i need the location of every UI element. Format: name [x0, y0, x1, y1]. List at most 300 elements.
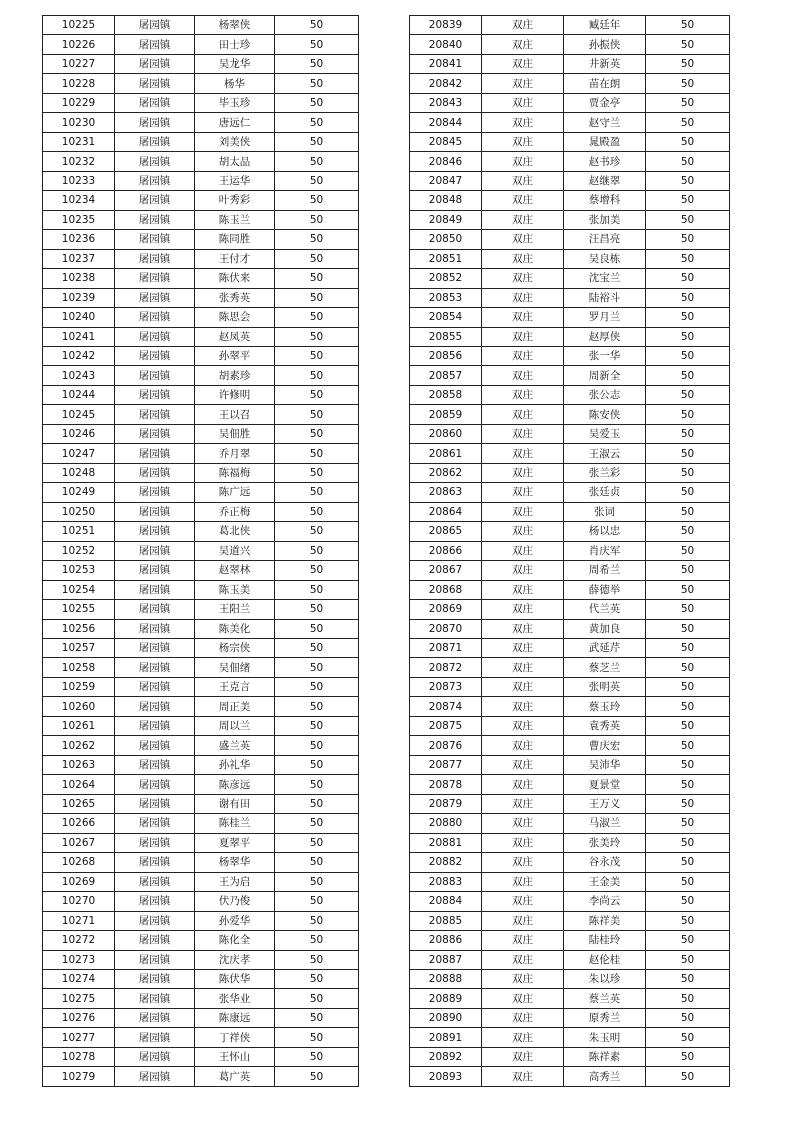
- name-cell: 王运华: [195, 171, 275, 190]
- table-row: [43, 16, 359, 35]
- id-cell: 20857: [410, 366, 482, 385]
- town-cell: 屠园镇: [115, 269, 195, 288]
- id-cell: 10276: [43, 1008, 115, 1027]
- town-cell: 双庄: [482, 853, 564, 872]
- amount-cell: 50: [275, 969, 359, 988]
- table-row: [410, 736, 730, 755]
- id-cell: 20883: [410, 872, 482, 891]
- id-cell: 20873: [410, 677, 482, 696]
- id-cell: 20861: [410, 444, 482, 463]
- name-cell: 王万义: [564, 794, 646, 813]
- town-cell: 双庄: [482, 580, 564, 599]
- name-cell: 夏景堂: [564, 775, 646, 794]
- town-cell: 屠园镇: [115, 113, 195, 132]
- town-cell: 双庄: [482, 405, 564, 424]
- amount-cell: 50: [646, 677, 730, 696]
- name-cell: 张美玲: [564, 833, 646, 852]
- table-row: [43, 814, 359, 833]
- id-cell: 10256: [43, 619, 115, 638]
- table-row: [410, 113, 730, 132]
- name-cell: 蔡玉玲: [564, 697, 646, 716]
- table-row: [43, 716, 359, 735]
- name-cell: 周以兰: [195, 716, 275, 735]
- table-row: [410, 833, 730, 852]
- amount-cell: 50: [275, 580, 359, 599]
- amount-cell: 50: [646, 619, 730, 638]
- name-cell: 赵继翠: [564, 171, 646, 190]
- table-row: [43, 697, 359, 716]
- name-cell: 张词: [564, 502, 646, 521]
- table-row: [410, 249, 730, 268]
- name-cell: 杨以忠: [564, 522, 646, 541]
- name-cell: 陈同胜: [195, 230, 275, 249]
- amount-cell: 50: [275, 152, 359, 171]
- table-row: [43, 269, 359, 288]
- id-cell: 20890: [410, 1008, 482, 1027]
- town-cell: 屠园镇: [115, 716, 195, 735]
- table-row: [43, 249, 359, 268]
- name-cell: 黄加良: [564, 619, 646, 638]
- town-cell: 双庄: [482, 794, 564, 813]
- amount-cell: 50: [646, 366, 730, 385]
- table-row: [43, 113, 359, 132]
- table-row: [410, 561, 730, 580]
- town-cell: 屠园镇: [115, 424, 195, 443]
- table-row: [410, 1028, 730, 1047]
- amount-cell: 50: [275, 93, 359, 112]
- town-cell: 双庄: [482, 424, 564, 443]
- id-cell: 20888: [410, 969, 482, 988]
- table-row: [43, 561, 359, 580]
- name-cell: 赵翠林: [195, 561, 275, 580]
- amount-cell: 50: [275, 561, 359, 580]
- name-cell: 吴佃胜: [195, 424, 275, 443]
- amount-cell: 50: [275, 502, 359, 521]
- table-row: [43, 775, 359, 794]
- amount-cell: 50: [646, 775, 730, 794]
- town-cell: 双庄: [482, 346, 564, 365]
- id-cell: 20842: [410, 74, 482, 93]
- name-cell: 陈康远: [195, 1008, 275, 1027]
- table-row: [410, 600, 730, 619]
- amount-cell: 50: [646, 736, 730, 755]
- name-cell: 赵凤英: [195, 327, 275, 346]
- table-row: [43, 969, 359, 988]
- name-cell: 胡素珍: [195, 366, 275, 385]
- table-row: [410, 502, 730, 521]
- town-cell: 双庄: [482, 171, 564, 190]
- town-cell: 双庄: [482, 677, 564, 696]
- table-row: [43, 911, 359, 930]
- name-cell: 张一华: [564, 346, 646, 365]
- id-cell: 10245: [43, 405, 115, 424]
- table-row: [43, 541, 359, 560]
- id-cell: 10247: [43, 444, 115, 463]
- table-row: [410, 892, 730, 911]
- table-row: [43, 74, 359, 93]
- id-cell: 10258: [43, 658, 115, 677]
- id-cell: 10270: [43, 892, 115, 911]
- id-cell: 10251: [43, 522, 115, 541]
- table-row: [410, 210, 730, 229]
- name-cell: 井新英: [564, 54, 646, 73]
- table-row: [43, 463, 359, 482]
- id-cell: 10259: [43, 677, 115, 696]
- table-row: [410, 171, 730, 190]
- name-cell: 张廷贞: [564, 483, 646, 502]
- amount-cell: 50: [646, 502, 730, 521]
- town-cell: 双庄: [482, 35, 564, 54]
- name-cell: 王以召: [195, 405, 275, 424]
- name-cell: 蔡兰英: [564, 989, 646, 1008]
- table-row: [43, 366, 359, 385]
- town-cell: 屠园镇: [115, 54, 195, 73]
- table-row: [410, 522, 730, 541]
- id-cell: 20892: [410, 1047, 482, 1066]
- town-cell: 屠园镇: [115, 327, 195, 346]
- id-cell: 20875: [410, 716, 482, 735]
- town-cell: 双庄: [482, 132, 564, 151]
- table-row: [43, 1028, 359, 1047]
- table-row: [410, 911, 730, 930]
- town-cell: 屠园镇: [115, 366, 195, 385]
- id-cell: 20856: [410, 346, 482, 365]
- table-row: [43, 658, 359, 677]
- town-cell: 屠园镇: [115, 288, 195, 307]
- name-cell: 张加美: [564, 210, 646, 229]
- amount-cell: 50: [275, 483, 359, 502]
- id-cell: 10225: [43, 16, 115, 35]
- table-row: [43, 308, 359, 327]
- table-row: [43, 385, 359, 404]
- amount-cell: 50: [646, 249, 730, 268]
- name-cell: 陈彦远: [195, 775, 275, 794]
- id-cell: 10268: [43, 853, 115, 872]
- table-row: [43, 171, 359, 190]
- id-cell: 10244: [43, 385, 115, 404]
- id-cell: 10269: [43, 872, 115, 891]
- town-cell: 屠园镇: [115, 132, 195, 151]
- amount-cell: 50: [275, 74, 359, 93]
- town-cell: 屠园镇: [115, 191, 195, 210]
- amount-cell: 50: [646, 833, 730, 852]
- id-cell: 10274: [43, 969, 115, 988]
- name-cell: 陈伏来: [195, 269, 275, 288]
- table-row: [410, 1067, 730, 1086]
- amount-cell: 50: [646, 74, 730, 93]
- table-row: [410, 639, 730, 658]
- town-cell: 双庄: [482, 600, 564, 619]
- id-cell: 10240: [43, 308, 115, 327]
- id-cell: 10246: [43, 424, 115, 443]
- amount-cell: 50: [646, 35, 730, 54]
- table-row: [410, 1047, 730, 1066]
- town-cell: 双庄: [482, 269, 564, 288]
- amount-cell: 50: [646, 755, 730, 774]
- id-cell: 20855: [410, 327, 482, 346]
- name-cell: 陈思会: [195, 308, 275, 327]
- id-cell: 10233: [43, 171, 115, 190]
- amount-cell: 50: [646, 171, 730, 190]
- table-row: [43, 600, 359, 619]
- right-table: [409, 15, 730, 1087]
- amount-cell: 50: [646, 1028, 730, 1047]
- town-cell: 双庄: [482, 152, 564, 171]
- table-row: [43, 424, 359, 443]
- name-cell: 葛广英: [195, 1067, 275, 1086]
- id-cell: 20885: [410, 911, 482, 930]
- amount-cell: 50: [275, 989, 359, 1008]
- table-row: [43, 755, 359, 774]
- name-cell: 薛德举: [564, 580, 646, 599]
- town-cell: 双庄: [482, 931, 564, 950]
- table-row: [410, 54, 730, 73]
- amount-cell: 50: [646, 697, 730, 716]
- table-row: [410, 580, 730, 599]
- id-cell: 10265: [43, 794, 115, 813]
- town-cell: 屠园镇: [115, 794, 195, 813]
- town-cell: 双庄: [482, 1008, 564, 1027]
- amount-cell: 50: [646, 1008, 730, 1027]
- amount-cell: 50: [275, 658, 359, 677]
- town-cell: 双庄: [482, 288, 564, 307]
- table-row: [43, 853, 359, 872]
- town-cell: 屠园镇: [115, 346, 195, 365]
- table-row: [410, 152, 730, 171]
- table-row: [410, 619, 730, 638]
- id-cell: 10271: [43, 911, 115, 930]
- amount-cell: 50: [275, 113, 359, 132]
- amount-cell: 50: [646, 911, 730, 930]
- town-cell: 屠园镇: [115, 833, 195, 852]
- town-cell: 双庄: [482, 1047, 564, 1066]
- name-cell: 毕玉珍: [195, 93, 275, 112]
- amount-cell: 50: [646, 794, 730, 813]
- town-cell: 屠园镇: [115, 1028, 195, 1047]
- table-row: [43, 950, 359, 969]
- amount-cell: 50: [275, 269, 359, 288]
- table-row: [410, 716, 730, 735]
- name-cell: 乔月翠: [195, 444, 275, 463]
- name-cell: 王为启: [195, 872, 275, 891]
- id-cell: 20858: [410, 385, 482, 404]
- table-row: [410, 1008, 730, 1027]
- name-cell: 马淑兰: [564, 814, 646, 833]
- town-cell: 双庄: [482, 249, 564, 268]
- id-cell: 10250: [43, 502, 115, 521]
- name-cell: 赵厚侠: [564, 327, 646, 346]
- id-cell: 10262: [43, 736, 115, 755]
- id-cell: 10267: [43, 833, 115, 852]
- town-cell: 屠园镇: [115, 1008, 195, 1027]
- amount-cell: 50: [275, 210, 359, 229]
- id-cell: 20847: [410, 171, 482, 190]
- amount-cell: 50: [646, 600, 730, 619]
- name-cell: 胡太品: [195, 152, 275, 171]
- amount-cell: 50: [275, 814, 359, 833]
- table-row: [410, 230, 730, 249]
- town-cell: 屠园镇: [115, 969, 195, 988]
- name-cell: 伏乃俊: [195, 892, 275, 911]
- table-row: [43, 677, 359, 696]
- name-cell: 陈福梅: [195, 463, 275, 482]
- name-cell: 武延芹: [564, 639, 646, 658]
- id-cell: 10273: [43, 950, 115, 969]
- id-cell: 20882: [410, 853, 482, 872]
- name-cell: 朱以珍: [564, 969, 646, 988]
- name-cell: 沈宝兰: [564, 269, 646, 288]
- name-cell: 孙翠平: [195, 346, 275, 365]
- amount-cell: 50: [646, 814, 730, 833]
- town-cell: 双庄: [482, 775, 564, 794]
- table-row: [43, 346, 359, 365]
- amount-cell: 50: [646, 210, 730, 229]
- amount-cell: 50: [275, 35, 359, 54]
- town-cell: 屠园镇: [115, 541, 195, 560]
- name-cell: 代兰英: [564, 600, 646, 619]
- left-table-body: [43, 16, 359, 1087]
- name-cell: 张公志: [564, 385, 646, 404]
- town-cell: 屠园镇: [115, 619, 195, 638]
- id-cell: 20868: [410, 580, 482, 599]
- name-cell: 陈广远: [195, 483, 275, 502]
- table-row: [410, 366, 730, 385]
- id-cell: 20845: [410, 132, 482, 151]
- town-cell: 双庄: [482, 561, 564, 580]
- amount-cell: 50: [275, 346, 359, 365]
- amount-cell: 50: [275, 230, 359, 249]
- id-cell: 20879: [410, 794, 482, 813]
- right-table-body: [410, 16, 730, 1087]
- amount-cell: 50: [646, 969, 730, 988]
- town-cell: 屠园镇: [115, 74, 195, 93]
- amount-cell: 50: [275, 950, 359, 969]
- table-row: [43, 54, 359, 73]
- amount-cell: 50: [646, 1047, 730, 1066]
- id-cell: 10242: [43, 346, 115, 365]
- amount-cell: 50: [646, 853, 730, 872]
- amount-cell: 50: [275, 794, 359, 813]
- table-row: [43, 152, 359, 171]
- table-row: [43, 736, 359, 755]
- id-cell: 20886: [410, 931, 482, 950]
- id-cell: 20876: [410, 736, 482, 755]
- name-cell: 谢有田: [195, 794, 275, 813]
- id-cell: 20848: [410, 191, 482, 210]
- table-row: [410, 463, 730, 482]
- town-cell: 双庄: [482, 1067, 564, 1086]
- name-cell: 谷永茂: [564, 853, 646, 872]
- table-row: [43, 230, 359, 249]
- name-cell: 夏翠平: [195, 833, 275, 852]
- amount-cell: 50: [275, 1067, 359, 1086]
- id-cell: 20869: [410, 600, 482, 619]
- town-cell: 屠园镇: [115, 385, 195, 404]
- id-cell: 10275: [43, 989, 115, 1008]
- amount-cell: 50: [275, 522, 359, 541]
- name-cell: 杨翠华: [195, 853, 275, 872]
- table-row: [410, 308, 730, 327]
- name-cell: 孙爱华: [195, 911, 275, 930]
- amount-cell: 50: [646, 872, 730, 891]
- table-row: [43, 931, 359, 950]
- table-row: [410, 424, 730, 443]
- id-cell: 10263: [43, 755, 115, 774]
- amount-cell: 50: [646, 230, 730, 249]
- town-cell: 双庄: [482, 872, 564, 891]
- id-cell: 10279: [43, 1067, 115, 1086]
- table-row: [43, 872, 359, 891]
- id-cell: 20880: [410, 814, 482, 833]
- amount-cell: 50: [275, 288, 359, 307]
- amount-cell: 50: [646, 16, 730, 35]
- id-cell: 20878: [410, 775, 482, 794]
- id-cell: 10235: [43, 210, 115, 229]
- town-cell: 双庄: [482, 93, 564, 112]
- amount-cell: 50: [275, 911, 359, 930]
- amount-cell: 50: [646, 463, 730, 482]
- town-cell: 屠园镇: [115, 444, 195, 463]
- name-cell: 原秀兰: [564, 1008, 646, 1027]
- name-cell: 高秀兰: [564, 1067, 646, 1086]
- table-row: [43, 288, 359, 307]
- table-row: [410, 327, 730, 346]
- name-cell: 杨华: [195, 74, 275, 93]
- id-cell: 20877: [410, 755, 482, 774]
- id-cell: 10261: [43, 716, 115, 735]
- amount-cell: 50: [275, 385, 359, 404]
- id-cell: 10229: [43, 93, 115, 112]
- id-cell: 10264: [43, 775, 115, 794]
- amount-cell: 50: [646, 1067, 730, 1086]
- name-cell: 陈美化: [195, 619, 275, 638]
- town-cell: 屠园镇: [115, 463, 195, 482]
- id-cell: 20854: [410, 308, 482, 327]
- id-cell: 20891: [410, 1028, 482, 1047]
- table-row: [410, 814, 730, 833]
- id-cell: 20849: [410, 210, 482, 229]
- id-cell: 20841: [410, 54, 482, 73]
- amount-cell: 50: [646, 931, 730, 950]
- town-cell: 双庄: [482, 814, 564, 833]
- town-cell: 双庄: [482, 483, 564, 502]
- name-cell: 叶秀彩: [195, 191, 275, 210]
- id-cell: 20859: [410, 405, 482, 424]
- town-cell: 双庄: [482, 327, 564, 346]
- amount-cell: 50: [275, 424, 359, 443]
- id-cell: 10266: [43, 814, 115, 833]
- table-row: [410, 969, 730, 988]
- table-row: [410, 346, 730, 365]
- id-cell: 10231: [43, 132, 115, 151]
- town-cell: 双庄: [482, 1028, 564, 1047]
- town-cell: 屠园镇: [115, 911, 195, 930]
- name-cell: 陈化全: [195, 931, 275, 950]
- town-cell: 双庄: [482, 74, 564, 93]
- amount-cell: 50: [275, 833, 359, 852]
- id-cell: 20839: [410, 16, 482, 35]
- town-cell: 双庄: [482, 502, 564, 521]
- table-row: [43, 892, 359, 911]
- name-cell: 袁秀英: [564, 716, 646, 735]
- amount-cell: 50: [275, 463, 359, 482]
- town-cell: 双庄: [482, 463, 564, 482]
- name-cell: 吴沛华: [564, 755, 646, 774]
- name-cell: 沈庆孝: [195, 950, 275, 969]
- table-row: [43, 191, 359, 210]
- id-cell: 20862: [410, 463, 482, 482]
- name-cell: 苗在朗: [564, 74, 646, 93]
